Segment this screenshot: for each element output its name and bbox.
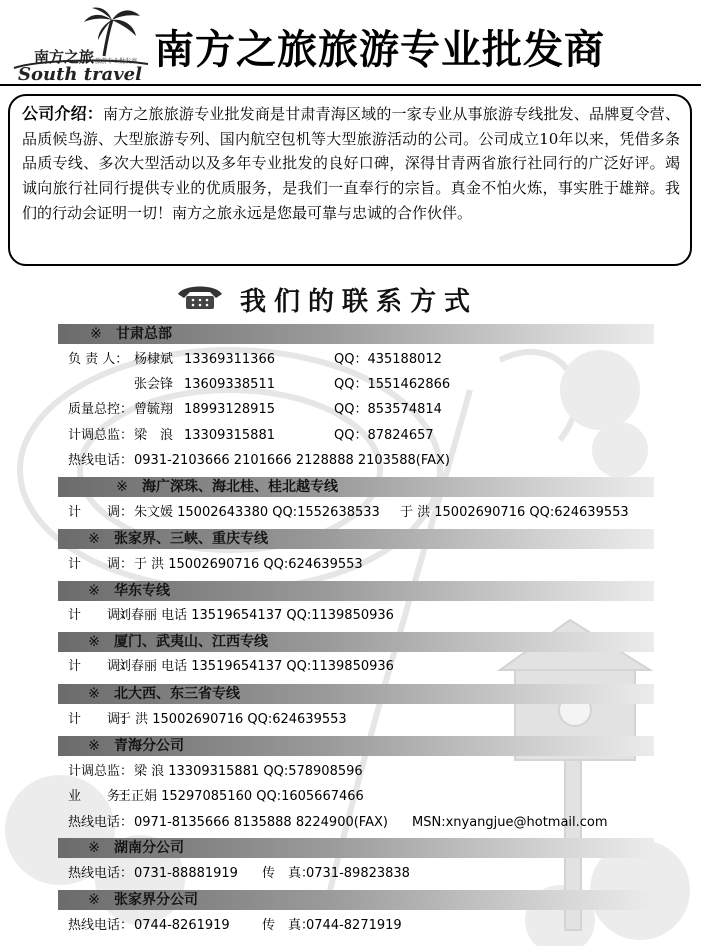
intro-text: 南方之旅旅游专业批发商是甘肃青海区域的一家专业从事旅游专线批发、品牌夏令营、品质候鸟游、大型旅游专列、国内航空包机等大型旅游活动的公司。公司成立10年以来，凭借多条品质专线、多次大型活动以及多年专业批发的良好口碑，深得甘青两省旅行社同行的广泛好评。竭诚向旅行社同行提供专业的优质服务，是我们一直奉行的宗旨。真金不怕火炼，事实胜于雄辩。我们的行动会证明一切！南方之旅永远是您最可靠与忠诚的合作伙伴。 — [22, 105, 680, 222]
line3-dispatch-row: 计 调：刘春丽 电话 13519654137 QQ:1139850936 — [68, 608, 394, 623]
section-mark: ※ — [90, 326, 102, 342]
section-title: 张家界分公司 — [114, 892, 198, 908]
section-line-zhangjiajie: ※ 张家界、三峡、重庆专线 — [58, 529, 654, 549]
line4-dispatch-row: 计 调：刘春丽 电话 13519654137 QQ:1139850936 — [68, 659, 394, 674]
logo-tagline: 旅游专业批发商 — [95, 58, 138, 65]
gs-dispatch-row: 计调总监：梁 浪 13309315881 QQ：87824657 — [68, 428, 434, 443]
section-title: 华东专线 — [114, 583, 170, 599]
section-zhangjiajie-branch: ※ 张家界分公司 — [58, 890, 654, 910]
section-gansu-hq — [58, 324, 654, 344]
company-logo — [8, 6, 150, 85]
section-hunan-branch: ※ 湖南分公司 — [58, 838, 654, 858]
qh-dispatch-row: 计调总监：梁 浪 13309315881 QQ:578908596 — [68, 764, 363, 779]
section-line-xiamen: ※ 厦门、武夷山、江西专线 — [58, 632, 654, 652]
section-title: 甘肃总部 — [116, 326, 172, 342]
telephone-icon — [176, 284, 224, 310]
section-line-huadong: ※ 华东专线 — [58, 581, 654, 601]
logo-name-en: South travel — [18, 64, 142, 85]
contact-heading-text: 我们的联系方式 — [240, 287, 479, 317]
intro-label: 公司介绍： — [22, 104, 103, 123]
section-title: 海广深珠、海北桂、桂北越专线 — [142, 479, 338, 495]
section-title: 张家界、三峡、重庆专线 — [114, 531, 268, 547]
line5-dispatch-row: 计 调：于 洪 15002690716 QQ:624639553 — [68, 712, 347, 727]
zjj-hotline-row: 热线电话：0744-8261919 传 真：0744-8271919 — [68, 918, 402, 933]
section-title: 青海分公司 — [114, 738, 184, 754]
section-title: 湖南分公司 — [114, 840, 184, 856]
qh-hotline-row: 热线电话：0971-8135666 8135888 8224900(FAX) MSN:xnyangjue@hotmail.com — [68, 815, 608, 830]
section-line-northeast: ※ 北大西、东三省专线 — [58, 684, 654, 704]
gs-manager-row-1: 负 责 人： 杨棣斌 13369311366 QQ：435188012 — [68, 352, 442, 367]
line1-dispatch-row: 计 调：朱文媛 15002643380 QQ:1552638533 于 洪 15002690716 QQ:624639553 — [68, 505, 629, 520]
gs-quality-row: 质量总控：曾毓翔 18993128915 QQ：853574814 — [68, 402, 442, 417]
page-title: 南方之旅旅游专业批发商 — [154, 27, 605, 73]
section-line-guangdong: ※ 海广深珠、海北桂、桂北越专线 — [58, 477, 654, 497]
company-intro-box — [8, 94, 692, 266]
section-qinghai-branch: ※ 青海分公司 — [58, 736, 654, 756]
header — [0, 0, 701, 86]
logo-name-cn: 南方之旅 — [34, 48, 95, 66]
gs-hotline-row: 热线电话：0931-2103666 2101666 2128888 2103588(FAX) — [68, 453, 450, 468]
line2-dispatch-row: 计 调：于 洪 15002690716 QQ:624639553 — [68, 557, 363, 572]
hn-hotline-row: 热线电话：0731-88881919 传 真：0731-89823838 — [68, 866, 410, 881]
qh-business-row: 业 务：王正娟 15297085160 QQ:1605667466 — [68, 789, 364, 804]
gs-manager-row-2: 张会锋 13609338511 QQ：1551462866 — [134, 377, 451, 392]
section-title: 北大西、东三省专线 — [114, 686, 240, 702]
section-title: 厦门、武夷山、江西专线 — [114, 634, 268, 650]
